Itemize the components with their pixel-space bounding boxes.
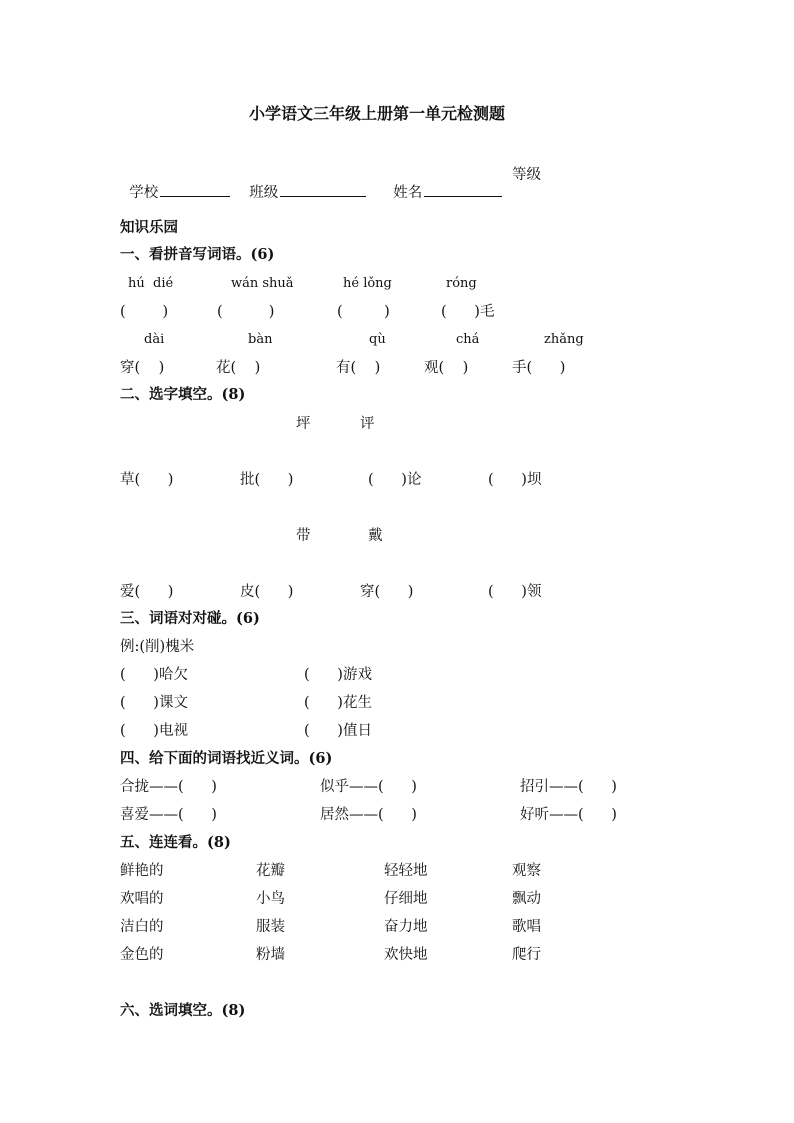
q2-choice-char: 戴 <box>368 528 383 544</box>
class-field <box>240 168 366 200</box>
q3-answer-box[interactable]: ( )哈欠 <box>120 667 188 683</box>
q2-answer-box[interactable]: ( )坝 <box>488 472 542 488</box>
q2-answer-box[interactable]: ( )论 <box>368 472 422 488</box>
school-label: 学校 <box>129 184 159 201</box>
q5-word[interactable]: 爬行 <box>512 947 541 963</box>
q1-pinyin: hé lǒng <box>343 276 392 291</box>
q5-word[interactable]: 鲜艳的 <box>120 863 164 879</box>
section-heading: 知识乐园 <box>120 219 178 236</box>
school-blank[interactable] <box>160 183 230 197</box>
q3-answer-box[interactable]: ( )值日 <box>304 723 372 739</box>
q3-answer-box[interactable]: ( )电视 <box>120 723 188 739</box>
q3-answer-box[interactable]: ( )课文 <box>120 695 188 711</box>
q2-answer-box[interactable]: 穿( ) <box>360 584 414 600</box>
q5-word[interactable]: 服装 <box>256 919 285 935</box>
q2-answer-box[interactable]: 爱( ) <box>120 584 174 600</box>
q4-answer-box[interactable]: 合拢——( ) <box>120 779 217 795</box>
q1-answer-box[interactable]: ( )毛 <box>441 304 495 320</box>
q4-answer-box[interactable]: 好听——( ) <box>520 807 617 823</box>
q1-pinyin: bàn <box>248 332 273 347</box>
q4-answer-box[interactable]: 招引——( ) <box>520 779 617 795</box>
q3-heading: 三、词语对对碰。(6) <box>120 610 260 627</box>
q1-answer-box[interactable]: 观( ) <box>424 360 469 376</box>
q1-answer-box[interactable]: 穿( ) <box>120 360 165 376</box>
q2-choice-char: 带 <box>296 528 311 544</box>
q2-choice-char: 评 <box>360 416 375 432</box>
q5-word[interactable]: 洁白的 <box>120 919 164 935</box>
q5-word[interactable]: 金色的 <box>120 947 164 963</box>
q2-heading: 二、选字填空。(8) <box>120 386 246 403</box>
q2-answer-box[interactable]: 草( ) <box>120 472 174 488</box>
q4-answer-box[interactable]: 居然——( ) <box>320 807 417 823</box>
q1-answer-box[interactable]: 有( ) <box>336 360 381 376</box>
q1-answer-box[interactable]: ( ) <box>337 304 390 320</box>
q1-pinyin: qù <box>369 332 386 347</box>
q1-answer-box[interactable]: ( ) <box>217 304 275 320</box>
q4-answer-box[interactable]: 似乎——( ) <box>320 779 417 795</box>
q5-word[interactable]: 小鸟 <box>256 891 285 907</box>
q1-answer-box[interactable]: 手( ) <box>512 360 566 376</box>
q1-pinyin: wán shuǎ <box>231 276 294 291</box>
q5-word[interactable]: 歌唱 <box>512 919 541 935</box>
q1-pinyin: hú dié <box>128 276 174 291</box>
q1-pinyin: chá <box>456 332 480 347</box>
q3-example: 例:(削)槐米 <box>120 639 195 655</box>
q5-heading: 五、连连看。(8) <box>120 834 231 851</box>
q5-word[interactable]: 轻轻地 <box>384 863 428 879</box>
q4-heading: 四、给下面的词语找近义词。(6) <box>120 750 333 767</box>
q1-heading: 一、看拼音写词语。(6) <box>120 246 275 263</box>
q4-answer-box[interactable]: 喜爱——( ) <box>120 807 217 823</box>
name-field <box>384 168 502 200</box>
q5-word[interactable]: 花瓣 <box>256 863 285 879</box>
q1-pinyin: róng <box>446 276 477 291</box>
page-title: 小学语文三年级上册第一单元检测题 <box>249 104 506 123</box>
grade-label: 等级 <box>512 167 541 183</box>
q5-word[interactable]: 欢唱的 <box>120 891 164 907</box>
q3-answer-box[interactable]: ( )花生 <box>304 695 372 711</box>
school-field <box>120 168 230 200</box>
q2-answer-box[interactable]: 皮( ) <box>240 584 294 600</box>
q5-word[interactable]: 粉墙 <box>256 947 285 963</box>
q5-word[interactable]: 仔细地 <box>384 891 428 907</box>
class-label: 班级 <box>249 184 279 201</box>
q2-answer-box[interactable]: 批( ) <box>240 472 294 488</box>
q1-pinyin: dài <box>144 332 165 347</box>
q5-word[interactable]: 观察 <box>512 863 541 879</box>
q1-answer-box[interactable]: ( ) <box>120 304 169 320</box>
q6-heading: 六、选词填空。(8) <box>120 1002 246 1019</box>
q3-answer-box[interactable]: ( )游戏 <box>304 667 372 683</box>
q2-answer-box[interactable]: ( )领 <box>488 584 542 600</box>
class-blank[interactable] <box>280 183 366 197</box>
name-label: 姓名 <box>393 184 423 201</box>
name-blank[interactable] <box>424 183 502 197</box>
q2-choice-char: 坪 <box>296 416 311 432</box>
q5-word[interactable]: 欢快地 <box>384 947 428 963</box>
q1-answer-box[interactable]: 花( ) <box>216 360 261 376</box>
q1-pinyin: zhǎng <box>544 332 584 347</box>
q5-word[interactable]: 飘动 <box>512 891 541 907</box>
q5-word[interactable]: 奋力地 <box>384 919 428 935</box>
